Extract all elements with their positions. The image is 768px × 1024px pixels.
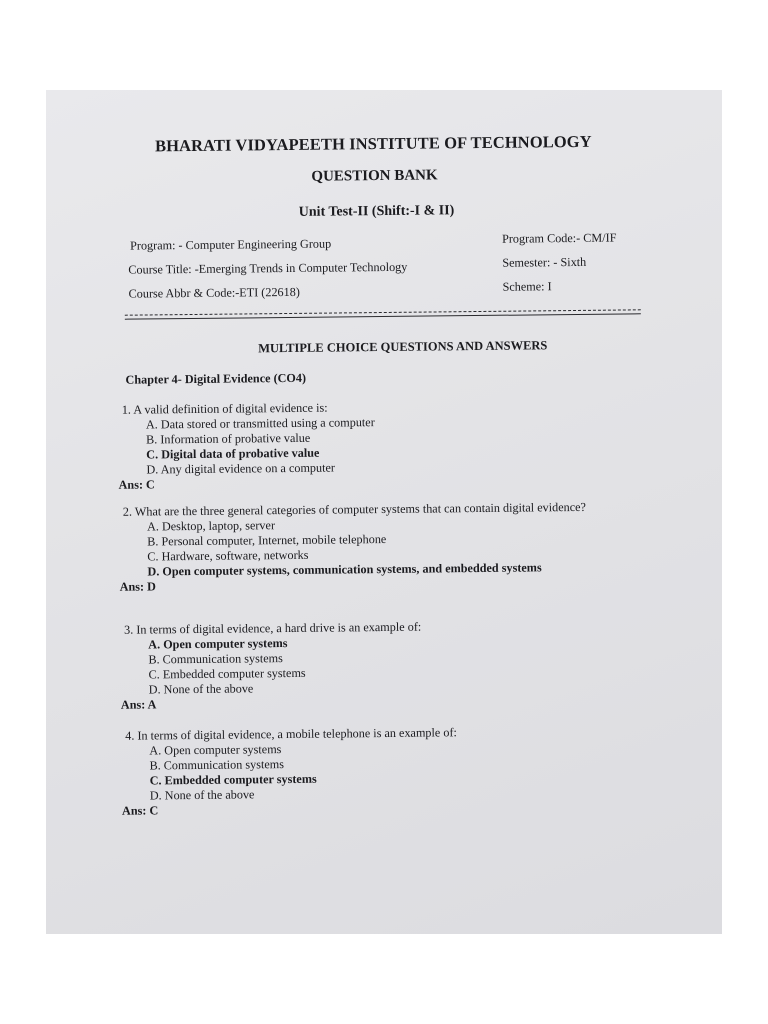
answer-label: Ans: D [119,579,156,594]
option-d: D. None of the above [148,681,254,697]
question-1 [118,398,593,493]
course-code-label: Course Abbr & Code:-ETI (22618) [128,284,300,301]
answer-label: Ans: C [118,477,155,492]
option-b: B. Communication systems [148,651,283,667]
section-title: MULTIPLE CHOICE QUESTIONS AND ANSWERS [258,338,548,356]
question-stem: 4. In terms of digital evidence, a mobile telephone is an example of: [125,725,457,743]
document-title: QUESTION BANK [311,167,438,185]
option-c: C. Hardware, software, networks [147,547,309,564]
option-d: D. Any digital evidence on a computer [146,460,336,477]
program-code-label: Program Code:- CM/IF [501,230,617,246]
option-d: D. None of the above [149,787,255,803]
question-stem: 2. What are the three general categories of computer systems that can contain digital evidence? [122,499,586,519]
option-c: C. Embedded computer systems [149,771,317,788]
answer-label: Ans: C [121,803,159,818]
question-stem: 1. A valid definition of digital evidence is: [121,400,328,417]
scheme-label: Scheme: I [502,279,552,294]
question-2 [119,499,594,595]
option-a: A. Desktop, laptop, server [146,518,276,534]
option-d: D. Open computer systems, communication systems, and embedded systems [147,560,542,579]
question-stem: 3. In terms of digital evidence, a hard drive is an example of: [124,619,422,637]
option-c: C. Digital data of probative value [146,445,320,462]
sheet-content [46,90,722,934]
option-c: C. Embedded computer systems [148,665,306,682]
question-3 [120,618,595,713]
option-a: A. Data stored or transmitted using a computer [145,415,375,432]
semester-label: Semester: - Sixth [502,254,587,270]
paper-sheet [46,90,722,934]
option-b: B. Communication systems [149,757,284,773]
chapter-title: Chapter 4- Digital Evidence (CO4) [125,370,307,387]
unit-test-label: Unit Test-II (Shift:-I & II) [298,203,455,220]
question-4 [121,724,596,819]
option-b: B. Personal computer, Internet, mobile telephone [147,531,387,549]
option-a: A. Open computer systems [148,636,288,652]
option-b: B. Information of probative value [146,430,311,447]
answer-label: Ans: A [120,697,157,712]
program-label: Program: - Computer Engineering Group [130,236,332,253]
institute-name: BHARATI VIDYAPEETH INSTITUTE OF TECHNOLOGY [154,131,592,156]
option-a: A. Open computer systems [149,742,282,758]
course-title-label: Course Title: -Emerging Trends in Computer Technology [128,259,408,277]
